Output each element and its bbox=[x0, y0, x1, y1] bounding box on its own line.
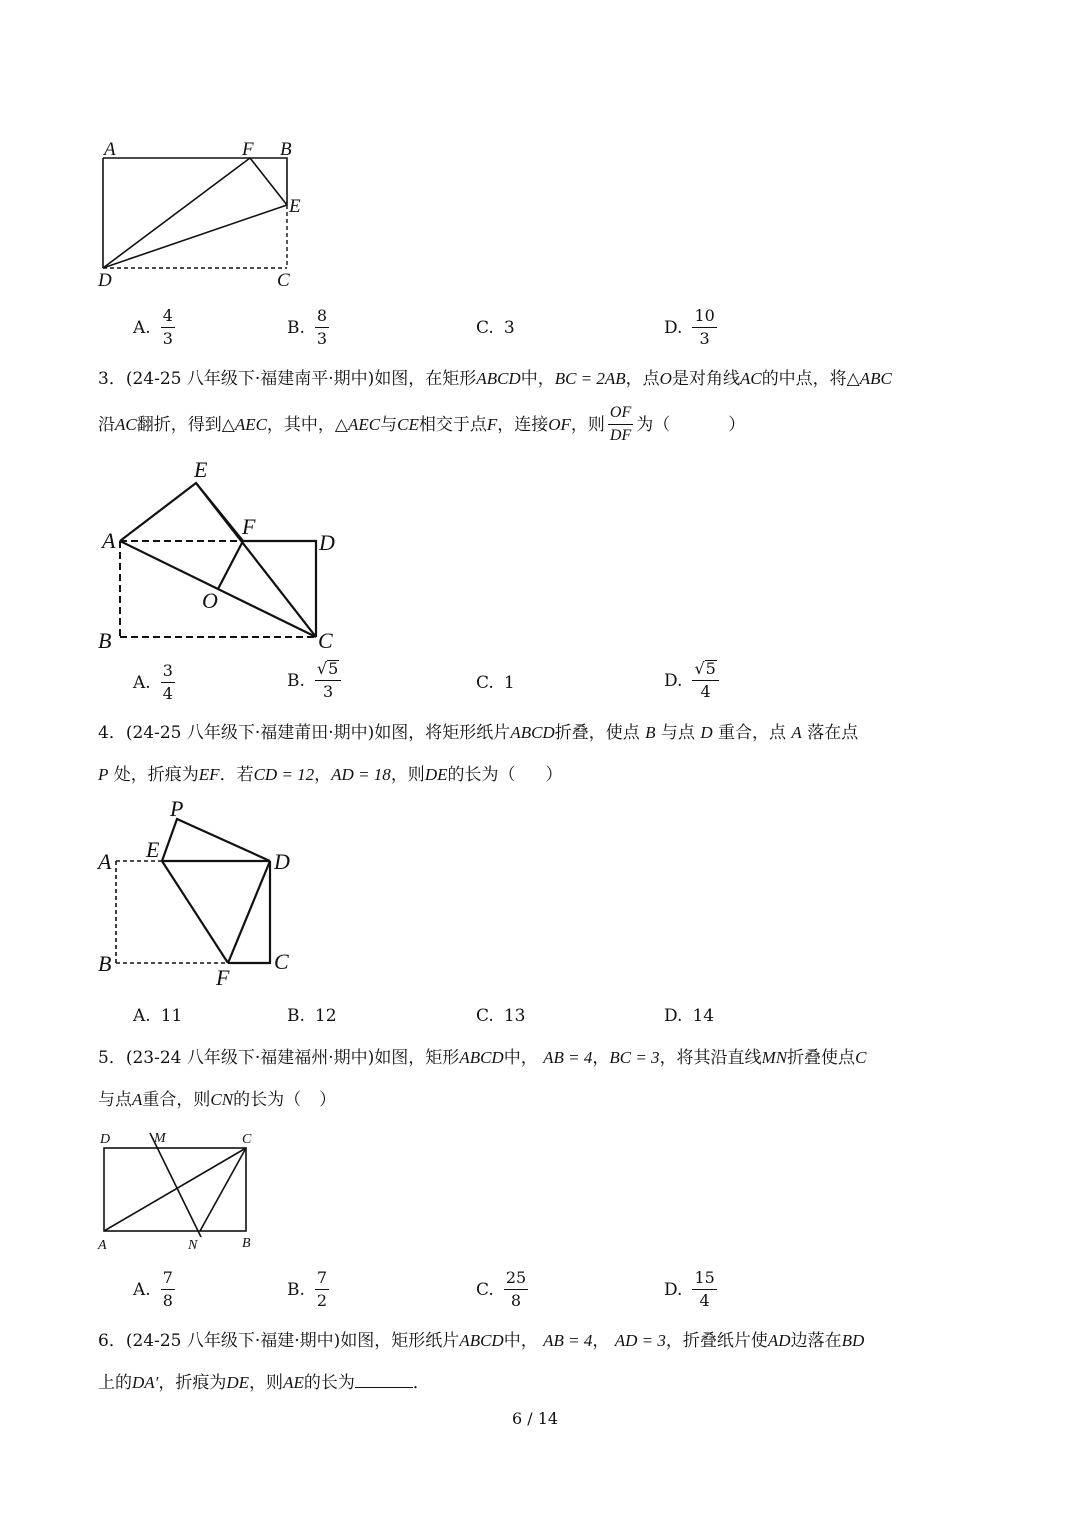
fig3-label-d: D bbox=[319, 530, 335, 555]
q3-option-a-fraction: $\frac{3}{4}$ bbox=[162, 661, 173, 703]
fig3-label-f: F bbox=[242, 514, 256, 539]
q5-stem-line2: 与点A重合，则CN的长为（ ） bbox=[98, 1090, 337, 1110]
q5-option-a[interactable]: A. $\frac{7}{8}$ bbox=[133, 1268, 173, 1310]
page-number: 6 / 14 bbox=[512, 1409, 559, 1428]
q2-option-b-fraction: $\frac{8}{3}$ bbox=[316, 306, 328, 348]
q4-option-b[interactable]: B. 12 bbox=[287, 1006, 337, 1026]
q5-option-d-fraction: $\frac{15}{4}$ bbox=[694, 1268, 715, 1310]
q4-stem-line2: P 处，折痕为EF．若CD = 12，AD = 18，则DE的长为（ ） bbox=[98, 765, 563, 785]
fig5-label-a: A bbox=[98, 1238, 107, 1253]
q2-option-b[interactable]: B. $\frac{8}{3}$ bbox=[287, 306, 328, 348]
q2-option-c[interactable]: C. 3 bbox=[476, 318, 515, 338]
q3-option-d[interactable]: D. √ 5 4 bbox=[664, 660, 719, 701]
q3-option-b-fraction: √ 5 3 bbox=[315, 660, 341, 701]
fig1-label-c: C bbox=[277, 270, 290, 291]
fig5-label-c: C bbox=[242, 1132, 252, 1147]
q5-option-c-fraction: $\frac{25}{8}$ bbox=[505, 1268, 527, 1310]
fig3-label-o: O bbox=[202, 588, 218, 613]
q6-stem-line1: 6．(24-25 八年级下·福建·期中)如图，矩形纸片ABCD中， AB = 4， AD = 3，折叠纸片使AD边落在BD bbox=[98, 1331, 865, 1351]
fig5-label-b: B bbox=[242, 1236, 251, 1251]
figure-q2-rectangle bbox=[90, 135, 330, 295]
q4-stem-line1: 4．(24-25 八年级下·福建莆田·期中)如图，将矩形纸片ABCD折叠，使点 B 与点 D 重合，点 A 落在点 bbox=[98, 723, 859, 743]
q5-option-b[interactable]: B. $\frac{7}{2}$ bbox=[287, 1268, 328, 1310]
fig5-label-n: N bbox=[188, 1238, 198, 1253]
q6-stem-line2: 上的DA′，折痕为DE，则AE的长为 ． bbox=[98, 1373, 430, 1393]
fig5-label-d: D bbox=[100, 1132, 111, 1147]
q2-option-a[interactable]: A. $\frac{4}{3}$ bbox=[133, 306, 173, 348]
fig1-label-f: F bbox=[242, 139, 254, 160]
fig3-label-a: A bbox=[102, 528, 116, 553]
q2-option-d[interactable]: D. $\frac{10}{3}$ bbox=[664, 306, 715, 348]
fig3-label-e: E bbox=[194, 457, 208, 482]
fig4-label-c: C bbox=[274, 949, 289, 974]
q5-option-b-fraction: $\frac{7}{2}$ bbox=[316, 1268, 328, 1310]
figure-q4-fold bbox=[90, 795, 310, 990]
fig1-label-a: A bbox=[104, 139, 116, 160]
fig4-label-a: A bbox=[98, 849, 112, 874]
fig1-label-b: B bbox=[280, 139, 292, 160]
q2-option-d-fraction: $\frac{10}{3}$ bbox=[694, 306, 715, 348]
q4-option-d[interactable]: D. 14 bbox=[664, 1006, 715, 1026]
fig3-label-b: B bbox=[98, 628, 112, 653]
fig3-label-c: C bbox=[318, 628, 333, 653]
q5-stem-line1: 5．(23-24 八年级下·福建福州·期中)如图，矩形ABCD中， AB = 4，BC = 3，将其沿直线MN折叠使点C bbox=[98, 1048, 867, 1068]
q4-option-a[interactable]: A. 11 bbox=[133, 1006, 183, 1026]
q3-option-c[interactable]: C. 1 bbox=[476, 673, 515, 693]
q3-ratio-fraction: $\frac{OF}{DF}$ bbox=[609, 404, 632, 444]
q4-option-c[interactable]: C. 13 bbox=[476, 1006, 526, 1026]
q3-option-b[interactable]: B. √ 5 3 bbox=[287, 660, 341, 701]
fig4-label-d: D bbox=[274, 849, 290, 874]
q3-option-d-fraction: √ 5 4 bbox=[692, 660, 718, 701]
q5-option-c[interactable]: C. $\frac{25}{8}$ bbox=[476, 1268, 527, 1310]
fig5-label-m: M bbox=[154, 1131, 166, 1146]
q3-stem-line2: 沿 AC 翻折，得到△ AEC ，其中，△ AEC 与 CE 相交于点 F ，连接 OF ，则 $\frac{OF}{DF}$ 为（ ） bbox=[98, 404, 746, 444]
fig4-label-e: E bbox=[146, 837, 160, 862]
fig4-label-p: P bbox=[170, 796, 184, 821]
fig1-label-e: E bbox=[289, 196, 301, 217]
fig1-label-d: D bbox=[98, 270, 112, 291]
q3-option-a[interactable]: A. $\frac{3}{4}$ bbox=[133, 661, 173, 703]
q5-option-a-fraction: $\frac{7}{8}$ bbox=[162, 1268, 173, 1310]
fig4-label-f: F bbox=[216, 965, 230, 990]
q2-option-a-fraction: $\frac{4}{3}$ bbox=[162, 306, 173, 348]
q5-option-d[interactable]: D. $\frac{15}{4}$ bbox=[664, 1268, 715, 1310]
figure-q5-fold bbox=[90, 1125, 270, 1255]
q6-answer-blank[interactable] bbox=[355, 1373, 413, 1388]
q3-stem-line1: 3．(24-25 八年级下·福建南平·期中)如图，在矩形ABCD中，BC = 2AB，点O是对角线AC的中点，将△ABC bbox=[98, 369, 892, 389]
fig4-label-b: B bbox=[98, 951, 112, 976]
figure-q3-fold bbox=[90, 455, 360, 665]
